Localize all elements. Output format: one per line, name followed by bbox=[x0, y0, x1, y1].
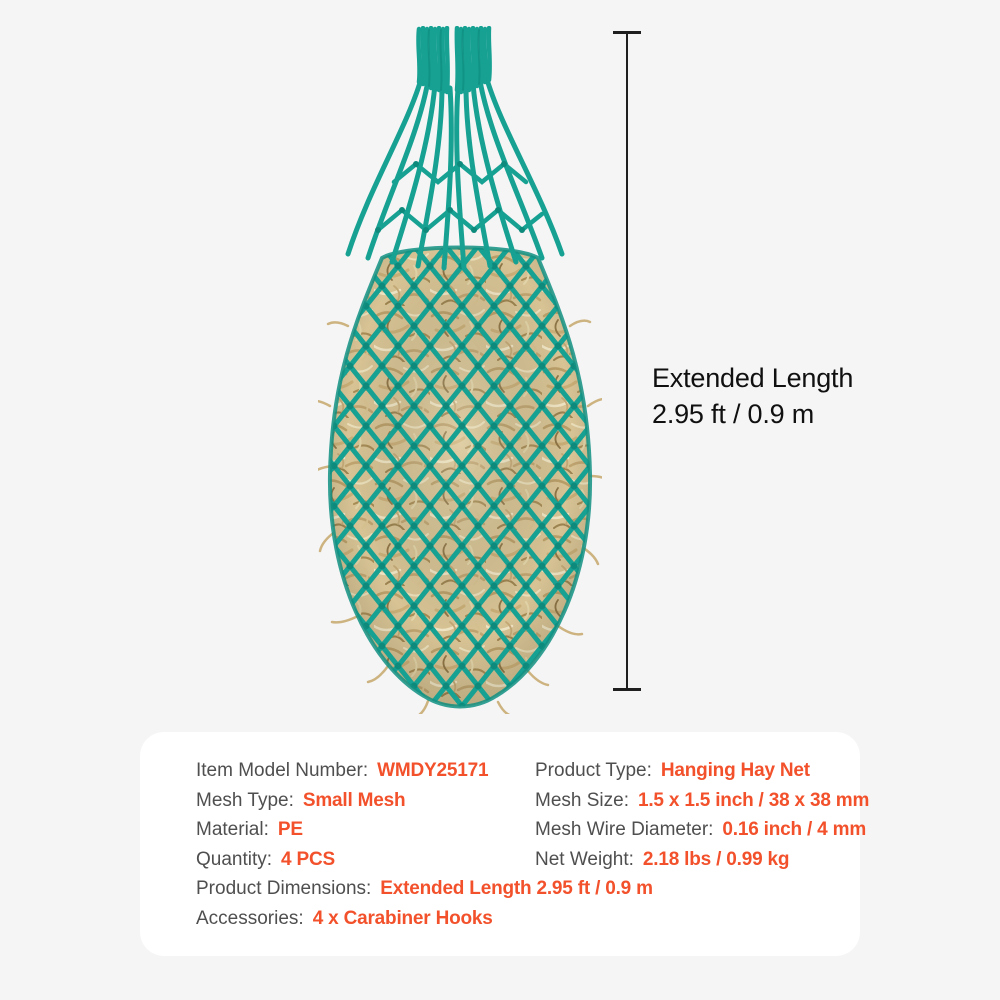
spec-label: Accessories: bbox=[196, 907, 304, 929]
spec-label: Material: bbox=[196, 819, 269, 840]
spec-value: 4 PCS bbox=[281, 848, 335, 870]
spec-net-weight bbox=[535, 845, 869, 875]
spec-label: Item Model Number: bbox=[196, 760, 369, 781]
spec-label: Product Type: bbox=[535, 760, 652, 781]
spec-quantity bbox=[196, 845, 535, 875]
spec-label: Mesh Size: bbox=[535, 789, 629, 811]
spec-value: 1.5 x 1.5 inch / 38 x 38 mm bbox=[637, 789, 870, 811]
spec-value: Hanging Hay Net bbox=[660, 760, 810, 781]
spec-mesh-type bbox=[196, 786, 535, 816]
spec-label: Product Dimensions: bbox=[196, 878, 372, 899]
spec-value: Extended Length 2.95 ft / 0.9 m bbox=[380, 878, 653, 899]
spec-mesh-size bbox=[535, 786, 869, 816]
spec-material bbox=[196, 815, 535, 845]
spec-value: WMDY25171 bbox=[377, 760, 489, 781]
spec-label: Net Weight: bbox=[535, 848, 634, 870]
dimension-label bbox=[652, 360, 853, 432]
dimension-label-line2: 2.95 ft / 0.9 m bbox=[652, 399, 815, 429]
spec-value: 2.18 lbs / 0.99 kg bbox=[642, 848, 790, 870]
spec-value: PE bbox=[277, 819, 303, 840]
net-funnel bbox=[348, 76, 562, 268]
spec-value: 0.16 inch / 4 mm bbox=[722, 819, 867, 840]
spec-table bbox=[196, 756, 870, 933]
spec-mesh-wire-diameter bbox=[535, 815, 869, 845]
dimension-label-line1: Extended Length bbox=[652, 363, 854, 393]
spec-value: 4 x Carabiner Hooks bbox=[312, 907, 493, 929]
spec-panel bbox=[140, 732, 870, 956]
spec-product-dimensions bbox=[196, 874, 869, 904]
spec-label: Mesh Type: bbox=[196, 789, 294, 811]
spec-accessories bbox=[196, 904, 869, 934]
dimension-line bbox=[626, 33, 628, 689]
spec-value: Small Mesh bbox=[302, 789, 406, 811]
spec-item-model-number bbox=[196, 756, 535, 786]
hay-net-image bbox=[318, 26, 602, 714]
spec-label: Mesh Wire Diameter: bbox=[535, 819, 714, 840]
spec-label: Quantity: bbox=[196, 848, 273, 870]
dimension-cap-bottom bbox=[613, 688, 641, 691]
spec-product-type bbox=[535, 756, 869, 786]
